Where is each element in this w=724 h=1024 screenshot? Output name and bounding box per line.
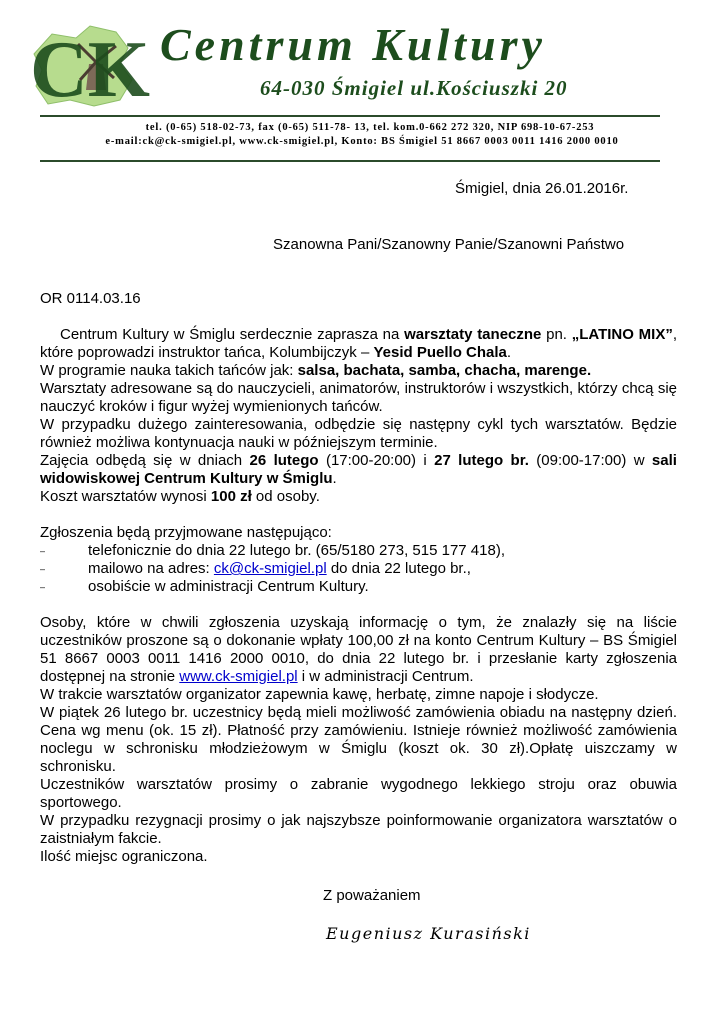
paragraph-continuation: W przypadku dużego zainteresowania, odbędzie się następny cykl tych warsztatów. Będzie również możliwa kontynuacja nauki w późniejszym terminie. bbox=[40, 416, 677, 451]
dance-list: salsa, bachata, samba, chacha, marenge. bbox=[297, 362, 592, 379]
text: . bbox=[506, 344, 512, 361]
reference-number: OR 0114.03.16 bbox=[40, 290, 141, 307]
paragraph-schedule bbox=[40, 452, 677, 488]
contact-line-2: e-mail:ck@ck-smigiel.pl, www.ck-smigiel.pl, Konto: BS Śmigiel 51 8667 0003 0011 1416 2000 0010 bbox=[105, 136, 619, 147]
organization-name: Centrum Kultury bbox=[160, 19, 546, 70]
price: 100 zł bbox=[210, 488, 252, 505]
dash-bullet: – bbox=[40, 546, 46, 556]
text: i w administracji Centrum. bbox=[297, 668, 474, 685]
salutation: Szanowna Pani/Szanowny Panie/Szanowni Państwo bbox=[273, 236, 625, 253]
dash-bullet: – bbox=[40, 582, 46, 592]
closing: Z poważaniem bbox=[323, 887, 421, 904]
text: (17:00-20:00) i bbox=[318, 452, 435, 469]
instructor-name: Yesid Puello Chala bbox=[373, 344, 507, 361]
letter-body bbox=[40, 326, 677, 866]
header-divider-top bbox=[40, 115, 660, 117]
text: pn. bbox=[541, 326, 572, 343]
signature: Eugeniusz Kurasiński bbox=[326, 924, 531, 943]
paragraph-dances bbox=[40, 362, 677, 380]
workshop-title: „LATINO MIX” bbox=[571, 326, 673, 343]
website-link[interactable]: www.ck-smigiel.pl bbox=[179, 668, 298, 685]
date-1: 26 lutego bbox=[249, 452, 319, 469]
paragraph-audience: Warsztaty adresowane są do nauczycieli, animatorów, instruktorów i wszystkich, którzy chcą się nauczyć kroków i figur wyżej wymienionych tańców. bbox=[40, 380, 677, 415]
place-date: Śmigiel, dnia 26.01.2016r. bbox=[455, 180, 629, 197]
date-2: 27 lutego br. bbox=[434, 452, 529, 469]
registration-intro: Zgłoszenia będą przyjmowane następująco: bbox=[40, 524, 332, 541]
text: Koszt warsztatów wynosi bbox=[40, 488, 211, 505]
paragraph-cost bbox=[40, 488, 677, 506]
text: . bbox=[332, 470, 337, 487]
text: do dnia 22 lutego br., bbox=[326, 560, 471, 577]
text: Zajęcia odbędą się w dniach bbox=[40, 452, 250, 469]
venue: sali widowiskowej Centrum Kultury w Śmiglu bbox=[40, 452, 677, 487]
paragraph-limited-places: Ilość miejsc ograniczona. bbox=[40, 848, 208, 865]
text: od osoby. bbox=[251, 488, 320, 505]
text: W programie nauka takich tańców jak: bbox=[40, 362, 298, 379]
list-item bbox=[40, 560, 677, 578]
list-item bbox=[40, 578, 677, 596]
text: Osoby, które w chwili zgłoszenia uzyskają informację o tym, że znalazły się na liście uczestników proszone są o dokonanie wpłaty 100,00 zł na konto Centrum Kultury – BS Śmigiel 51 8667 0003 0011 1416 2000 0010, do dnia 22 lutego br. i przesłanie karty zgłoszenia dostępnej na stronie bbox=[40, 614, 677, 685]
paragraph-catering: W trakcie warsztatów organizator zapewnia kawę, herbatę, zimne napoje i słodycze. bbox=[40, 686, 599, 703]
paragraph-invitation bbox=[40, 326, 677, 362]
organization-address: 64-030 Śmigiel ul.Kościuszki 20 bbox=[260, 76, 568, 100]
paragraph-clothing: Uczestników warsztatów prosimy o zabranie wygodnego lekkiego stroju oraz obuwia sportowego. bbox=[40, 776, 677, 811]
logo-letters: CK bbox=[30, 26, 150, 114]
text: (09:00-17:00) w bbox=[528, 452, 652, 469]
paragraph-meals-lodging: W piątek 26 lutego br. uczestnicy będą mieli możliwość zamówienia obiadu na następny dzień. Cena wg menu (ok. 15 zł). Płatność przy zamówieniu. Istnieje również możliwość zamówienia noclegu w schronisku młodzieżowym w Śmiglu (koszt ok. 30 zł).Opłatę uiszczamy w schronisku. bbox=[40, 704, 677, 775]
paragraph-cancellation: W przypadku rezygnacji prosimy o jak najszybsze poinformowanie organizatora warsztatów o zaistniałym fakcie. bbox=[40, 812, 677, 847]
contact-line-1: tel. (0-65) 518-02-73, fax (0-65) 511-78- 13, tel. kom.0-662 272 320, NIP 698-10-67-253 bbox=[145, 122, 595, 133]
text: telefonicznie do dnia 22 lutego br. (65/5180 273, 515 177 418), bbox=[88, 542, 505, 559]
paragraph-payment bbox=[40, 614, 677, 686]
list-item bbox=[40, 542, 677, 560]
text: , które poprowadzi instruktor tańca, Kolumbijczyk – bbox=[40, 326, 678, 361]
workshop-type: warsztaty taneczne bbox=[404, 326, 542, 343]
header-divider-bottom bbox=[40, 160, 660, 162]
text: mailowo na adres: bbox=[88, 560, 214, 577]
text: osobiście w administracji Centrum Kultury. bbox=[88, 578, 369, 595]
dash-bullet: – bbox=[40, 564, 46, 574]
email-link[interactable]: ck@ck-smigiel.pl bbox=[213, 560, 327, 577]
organization-logo bbox=[24, 14, 154, 114]
text: Centrum Kultury w Śmiglu serdecznie zaprasza na bbox=[60, 326, 405, 343]
